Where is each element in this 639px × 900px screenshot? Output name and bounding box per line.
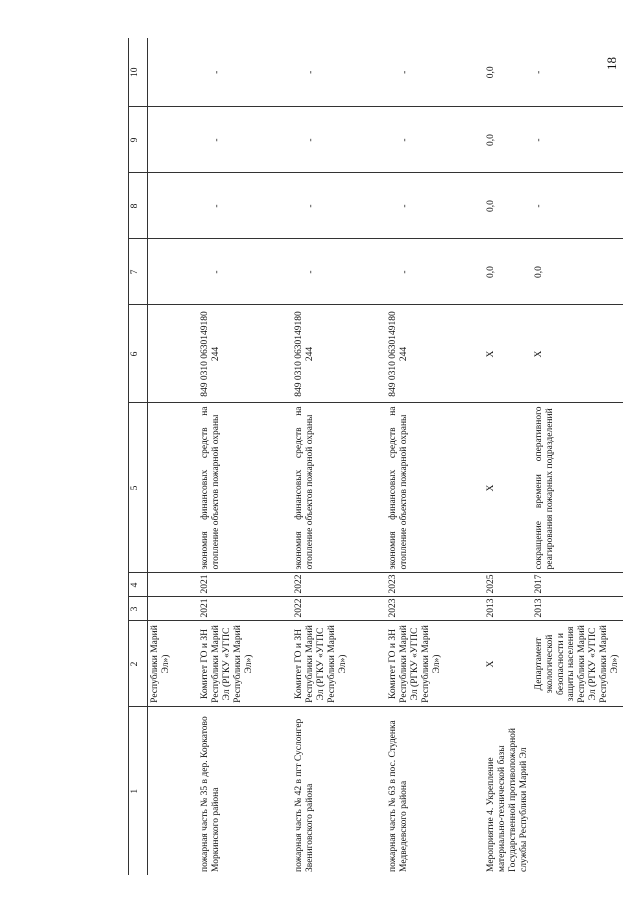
cell-value: -: [386, 239, 480, 305]
cell-value: -: [386, 173, 480, 239]
cell-value: -: [292, 239, 386, 305]
cell-start: 2021: [198, 597, 292, 621]
cell-result: экономия финансовых средств на отопление объектов пожарной охраны: [386, 403, 480, 573]
cell-result: [148, 403, 199, 573]
cell-executor: Комитет ГО и ЗН Республики Марий Эл (РГКУ «УГПС Республики Марий Эл»): [198, 621, 292, 707]
table-row: [532, 38, 623, 875]
cell-value: 0,0: [480, 239, 532, 305]
cell-executor: Департамент экологической безопасности и защиты населения Республики Марий Эл (РГКУ «УГПС Республики Марий Эл»): [532, 621, 623, 707]
cell-start: [148, 597, 199, 621]
cell-name: пожарная часть № 42 в пгт Суслонгер Звениговского района: [294, 718, 315, 872]
cell-end: 2017: [532, 573, 623, 597]
table-row: [148, 38, 199, 875]
cell-value: -: [198, 107, 292, 173]
cell-result: экономия финансовых средств на отопление объектов пожарной охраны: [292, 403, 386, 573]
cell-name: пожарная часть № 63 в пос. Студенка Медведевского района: [388, 720, 409, 872]
cell-end: 2023: [386, 573, 480, 597]
cell-kbk: 849 0310 0630149180 244: [386, 305, 480, 403]
program-table: [128, 38, 623, 875]
cell-executor: Комитет ГО и ЗН Республики Марий Эл (РГКУ «УГПС Республики Марий Эл»): [386, 621, 480, 707]
cell-value: -: [292, 38, 386, 107]
cell-value: -: [386, 38, 480, 107]
cell-value: 0,0: [532, 239, 623, 305]
cell-executor: Комитет ГО и ЗН Республики Марий Эл (РГКУ «УГПС Республики Марий Эл»): [292, 621, 386, 707]
cell-value: -: [198, 239, 292, 305]
col-header: 7: [129, 239, 148, 305]
cell-result: сокращение времени оперативного реагирования пожарных подразделений: [532, 403, 623, 573]
col-header: 10: [129, 38, 148, 107]
cell-end: [148, 573, 199, 597]
table-row: [386, 38, 480, 875]
table-row: [480, 38, 532, 875]
page-number: 18: [604, 57, 619, 70]
cell-value: -: [292, 173, 386, 239]
cell-name: Мероприятие 4. Укрепление материально-технической базы Государственной противопожарной службы Республики Марий Эл: [486, 728, 529, 872]
cell-kbk: [148, 305, 199, 403]
cell-value: [148, 173, 199, 239]
cell-executor: Республики Марий Эл»): [148, 621, 199, 707]
cell-executor: Х: [480, 621, 532, 707]
cell-value: -: [198, 38, 292, 107]
col-header: 5: [129, 403, 148, 573]
cell-end: 2025: [480, 573, 532, 597]
cell-end: 2022: [292, 573, 386, 597]
cell-start: 2023: [386, 597, 480, 621]
col-header: 2: [129, 621, 148, 707]
cell-value: -: [532, 173, 623, 239]
cell-value: [148, 239, 199, 305]
cell-name: [148, 707, 199, 875]
cell-value: -: [198, 173, 292, 239]
cell-kbk: Х: [480, 305, 532, 403]
cell-value: 0,0: [480, 38, 532, 107]
cell-result: экономия финансовых средств на отопление объектов пожарной охраны: [198, 403, 292, 573]
cell-name: пожарная часть № 35 в дер. Коркатово Моркинского района: [200, 716, 221, 872]
cell-kbk: 849 0310 0630149180 244: [198, 305, 292, 403]
cell-start: 2013: [480, 597, 532, 621]
cell-name: [532, 707, 623, 875]
cell-value: -: [532, 38, 623, 107]
cell-value: -: [292, 107, 386, 173]
col-header: 6: [129, 305, 148, 403]
cell-kbk: Х: [532, 305, 623, 403]
col-header: 3: [129, 597, 148, 621]
cell-start: 2013: [532, 597, 623, 621]
header-row: [129, 38, 148, 875]
col-header: 8: [129, 173, 148, 239]
col-header: 9: [129, 107, 148, 173]
rotated-page: [0, 37, 639, 900]
cell-value: 0,0: [480, 107, 532, 173]
table-row: [292, 38, 386, 875]
cell-end: 2021: [198, 573, 292, 597]
cell-result: Х: [480, 403, 532, 573]
cell-start: 2022: [292, 597, 386, 621]
col-header: 4: [129, 573, 148, 597]
cell-value: -: [386, 107, 480, 173]
table-row: [198, 38, 292, 875]
cell-value: [148, 107, 199, 173]
col-header: 1: [129, 707, 148, 875]
cell-value: [148, 38, 199, 107]
cell-value: -: [532, 107, 623, 173]
cell-value: 0,0: [480, 173, 532, 239]
cell-kbk: 849 0310 0630149180 244: [292, 305, 386, 403]
